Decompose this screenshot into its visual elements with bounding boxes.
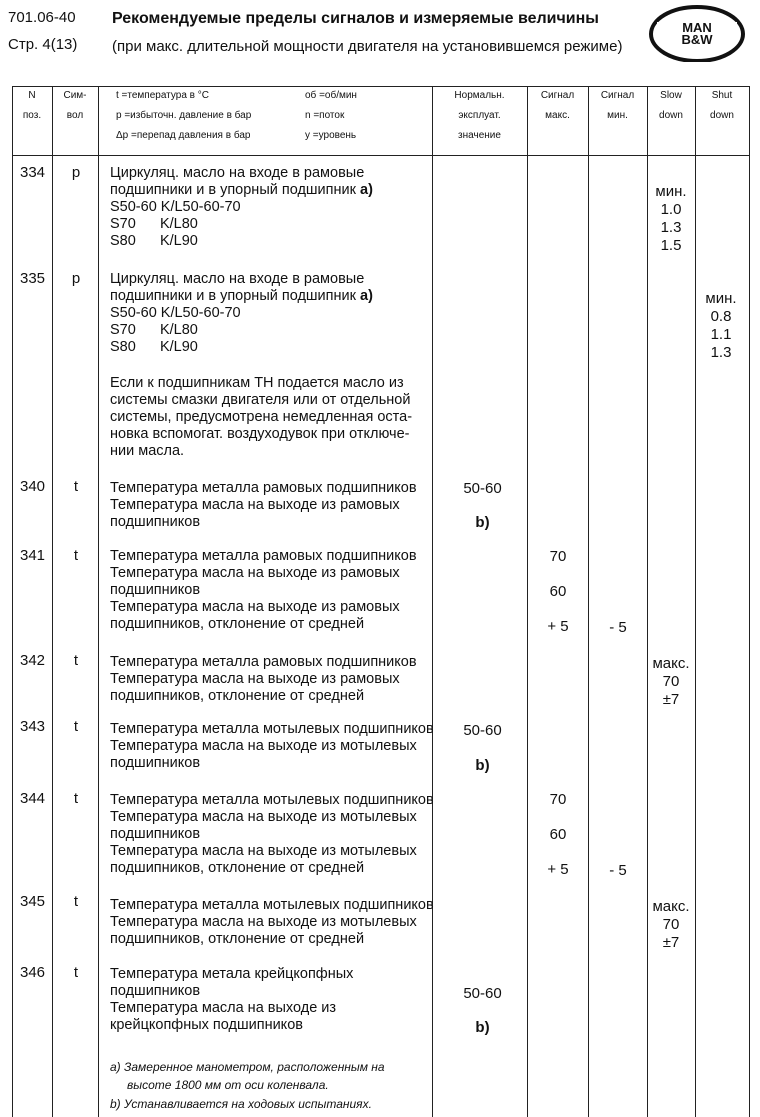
row-description: Циркуляц. масло на входе в рамовые подшипники и в упорный подшипник а) S50-60 K/L50-60-70 S70 K/L80 S80 K/L90 — [110, 165, 373, 249]
signal-max-value: 70 — [549, 548, 567, 565]
legend-left: t =температура в °C p =избыточн. давление в бар Δp =перепад давления в бар — [116, 90, 252, 141]
normal-value: 50-60 — [463, 985, 502, 1002]
row-symbol: t — [73, 478, 79, 495]
col-border — [52, 86, 53, 1117]
col-border — [588, 86, 589, 1117]
col-header-shut-down: Shut down — [710, 90, 734, 121]
row-symbol: p — [71, 164, 81, 181]
row-symbol: t — [73, 964, 79, 981]
logo-text-bw: B&W — [681, 32, 713, 47]
row-description: Температура металла мотылевых подшипников Температура масла на выходе из мотылевых подшипников Температура масла на выходе из мотылевых подшипников, отклонение от средней — [110, 792, 434, 876]
shut-down-value: мин. 0.8 1.1 1.3 — [705, 290, 737, 361]
normal-footnote-mark: b) — [475, 1019, 490, 1036]
row-description: Температура металла рамовых подшипников Температура масла на выходе из рамовых подшипников, отклонение от средней — [110, 654, 417, 704]
col-header-signal-min: Сигнал мин. — [600, 90, 635, 121]
slow-down-value: мин. 1.0 1.3 1.5 — [655, 183, 687, 254]
row-description: Температура метала крейцкопфных подшипников Температура масла на выходе из крейцкопфных подшипников — [110, 966, 354, 1033]
row-symbol: t — [73, 718, 79, 735]
row-note: Если к подшипникам ТН подается масло из системы смазки двигателя или от отдельной системы, предусмотрена немедленная оста- новка вспомогат. воздуходувок при отключе- нии масла. — [110, 375, 413, 459]
slow-down-value: макс. 70 ±7 — [652, 898, 690, 951]
normal-value: 50-60 — [463, 722, 502, 739]
signal-max-value: 60 — [549, 826, 567, 843]
legend-right: об =об/мин n =поток y =уровень — [305, 90, 357, 141]
table-header-border — [12, 155, 750, 156]
col-border — [749, 86, 750, 1117]
page-subtitle: (при макс. длительной мощности двигателя на установившемся режиме) — [112, 38, 623, 55]
row-number: 343 — [20, 718, 46, 735]
row-symbol: t — [73, 893, 79, 910]
footnote-a: а) Замеренное манометром, расположенным на — [110, 1060, 385, 1074]
page-title: Рекомендуемые пределы сигналов и измеряемые величины — [112, 10, 599, 27]
col-header-normal: Нормальн. эксплуат. значение — [454, 90, 505, 141]
row-number: 344 — [20, 790, 46, 807]
row-description: Температура металла мотылевых подшипников Температура масла на выходе из мотылевых подшипников — [110, 721, 434, 771]
row-number: 346 — [20, 964, 46, 981]
signal-max-value: + 5 — [547, 618, 569, 635]
slow-down-value: макс. 70 ±7 — [652, 655, 690, 708]
logo-text-man: MAN — [682, 20, 712, 35]
row-symbol: t — [73, 547, 79, 564]
col-border — [527, 86, 528, 1117]
col-header-n: N поз. — [22, 90, 42, 121]
doc-number: 701.06-40 — [8, 9, 76, 26]
footnote-b: b) Устанавливается на ходовых испытаниях. — [110, 1097, 372, 1111]
normal-value: 50-60 — [463, 480, 502, 497]
row-number: 340 — [20, 478, 46, 495]
col-border — [695, 86, 696, 1117]
col-border — [12, 86, 13, 1117]
man-bw-logo — [645, 4, 749, 62]
row-number: 335 — [20, 270, 46, 287]
row-number: 334 — [20, 164, 46, 181]
page-number: Стр. 4(13) — [8, 36, 78, 53]
col-header-symbol: Сим- вол — [63, 90, 87, 121]
col-border — [98, 86, 99, 1117]
row-symbol: p — [71, 270, 81, 287]
col-header-signal-max: Сигнал макс. — [540, 90, 575, 121]
row-description: Температура металла рамовых подшипников Температура масла на выходе из рамовых подшипников — [110, 480, 417, 530]
col-header-slow-down: Slow down — [659, 90, 683, 121]
row-number: 342 — [20, 652, 46, 669]
row-symbol: t — [73, 652, 79, 669]
normal-footnote-mark: b) — [475, 757, 490, 774]
signal-max-value: + 5 — [547, 861, 569, 878]
footnote-a-continued: высоте 1800 мм от оси коленвала. — [127, 1078, 329, 1092]
row-symbol: t — [73, 790, 79, 807]
signal-min-value: - 5 — [609, 619, 627, 636]
row-description: Температура металла мотылевых подшипников Температура масла на выходе из мотылевых подшипников, отклонение от средней — [110, 897, 434, 947]
signal-max-value: 60 — [549, 583, 567, 600]
row-number: 341 — [20, 547, 46, 564]
row-number: 345 — [20, 893, 46, 910]
row-description: Циркуляц. масло на входе в рамовые подшипники и в упорный подшипник а) S50-60 K/L50-60-70 S70 K/L80 S80 K/L90 — [110, 271, 373, 355]
signal-min-value: - 5 — [609, 862, 627, 879]
row-description: Температура металла рамовых подшипников Температура масла на выходе из рамовых подшипников Температура масла на выходе из рамовых подшипников, отклонение от средней — [110, 548, 417, 632]
normal-footnote-mark: b) — [475, 514, 490, 531]
signal-max-value: 70 — [549, 791, 567, 808]
